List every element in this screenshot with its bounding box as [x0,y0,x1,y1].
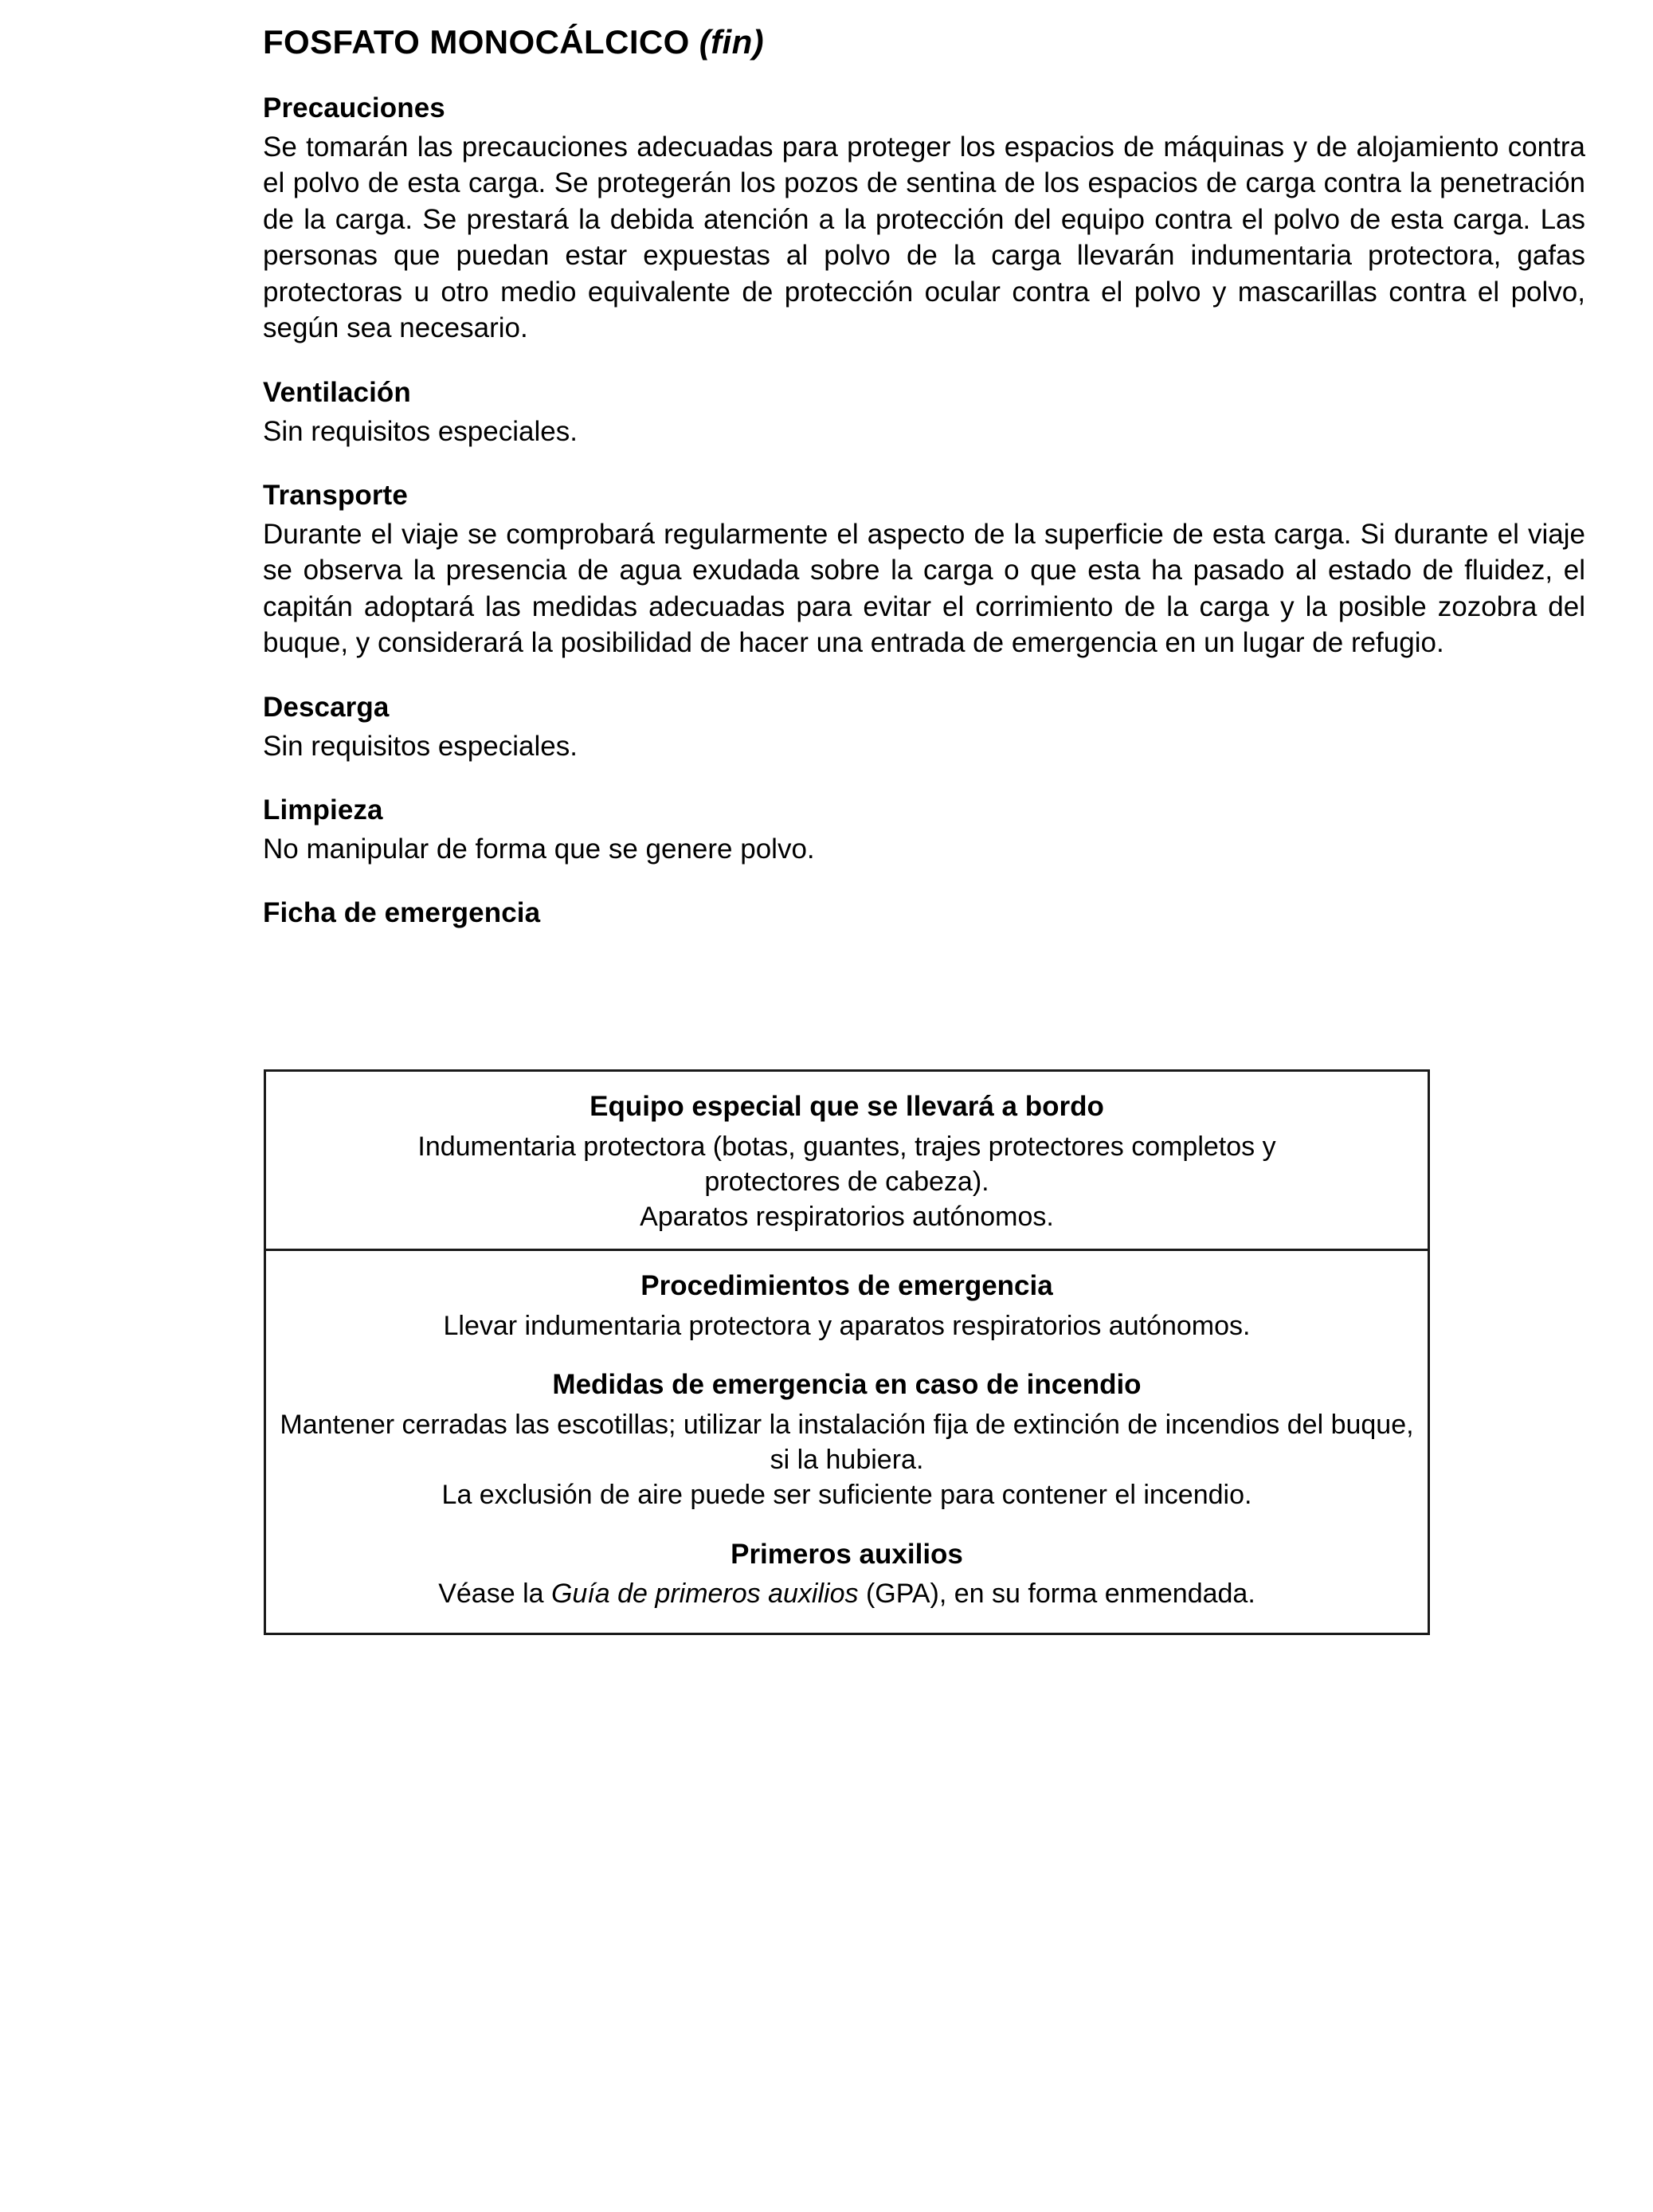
emergency-firstaid-pre: Véase la [438,1579,551,1610]
section-text-transporte: Durante el viaje se comprobará regularmente el aspecto de la superficie de esta carga. Si durante el viaje se observa la presencia de agua exudada sobre la carga o que esta ha pasado al estado de fluidez, el capitán adoptará las medidas adecuadas para evitar el corrimiento de la carga y la posible zozobra del buque, y considerará la posibilidad de hacer una entrada de emergencia en un lugar de refugio. [263,518,1585,659]
emergency-card [264,1069,1430,1635]
emergency-fire-line3: La exclusión de aire puede ser suficiente para contener el incendio. [441,1480,1252,1511]
emergency-fire-title: Medidas de emergencia en caso de incendio [552,1369,1142,1401]
section-heading-descarga: Descarga [263,691,390,723]
page-title-suffix: (fin) [699,23,765,61]
section-ventilacion [263,375,1585,449]
emergency-equipment-line1: Indumentaria protectora (botas, guantes, trajes protectores completos y [417,1131,1276,1162]
emergency-equipment-title: Equipo especial que se llevará a bordo [590,1091,1104,1122]
section-heading-transporte: Transporte [263,480,408,512]
section-heading-ventilacion: Ventilación [263,376,411,408]
emergency-firstaid-line1 [266,1576,1428,1611]
section-text-ventilacion: Sin requisitos especiales. [263,415,578,447]
emergency-firstaid-post: (GPA), en su forma enmendada. [858,1579,1255,1610]
section-text-descarga: Sin requisitos especiales. [263,730,578,762]
section-heading-limpieza: Limpieza [263,794,383,826]
emergency-procedures-line1: Llevar indumentaria protectora y aparatos respiratorios autónomos. [443,1311,1251,1342]
emergency-fire-line1 [266,1407,1428,1442]
emergency-procedures-title: Procedimientos de emergencia [640,1270,1053,1302]
emergency-equipment-line3: Aparatos respiratorios autónomos. [640,1202,1054,1233]
section-ficha-emergencia [263,896,1585,931]
section-heading-precauciones: Precauciones [263,92,445,124]
section-transporte [263,478,1585,661]
section-descarga [263,690,1585,764]
page-title [263,24,1585,61]
emergency-equipment-line2: protectores de cabeza). [704,1166,989,1197]
section-text-limpieza: No manipular de forma que se genere polvo. [263,833,815,865]
emergency-fire-line2: si la hubiera. [770,1445,924,1476]
emergency-fire-line1-text: Mantener cerradas las escotillas; utilizar la instalación fija de extinción de incendios del buque, [280,1410,1414,1440]
emergency-firstaid-italic: Guía de primeros auxilios [550,1579,859,1610]
section-limpieza [263,793,1585,867]
section-text-precauciones: Se tomarán las precauciones adecuadas para proteger los espacios de máquinas y de alojamiento contra el polvo de esta carga. Se protegerán los pozos de sentina de los espacios de carga contra la penetración de la carga. Se prestará la debida atención a la protección del equipo contra el polvo de esta carga. Las personas que puedan estar expuestas al polvo de la carga llevarán indumentaria protectora, gafas protectoras u otro medio equivalente de protección ocular contra el polvo y mascarillas contra el polvo, según sea necesario. [263,131,1585,344]
document-content [263,24,1585,934]
emergency-block-equipment [266,1072,1428,1249]
section-heading-ficha-emergencia: Ficha de emergencia [263,897,541,929]
emergency-block-lower [266,1249,1428,1632]
emergency-firstaid-title: Primeros auxilios [731,1538,963,1570]
section-precauciones [263,91,1585,347]
page-title-main: FOSFATO MONOCÁLCICO [263,23,690,61]
